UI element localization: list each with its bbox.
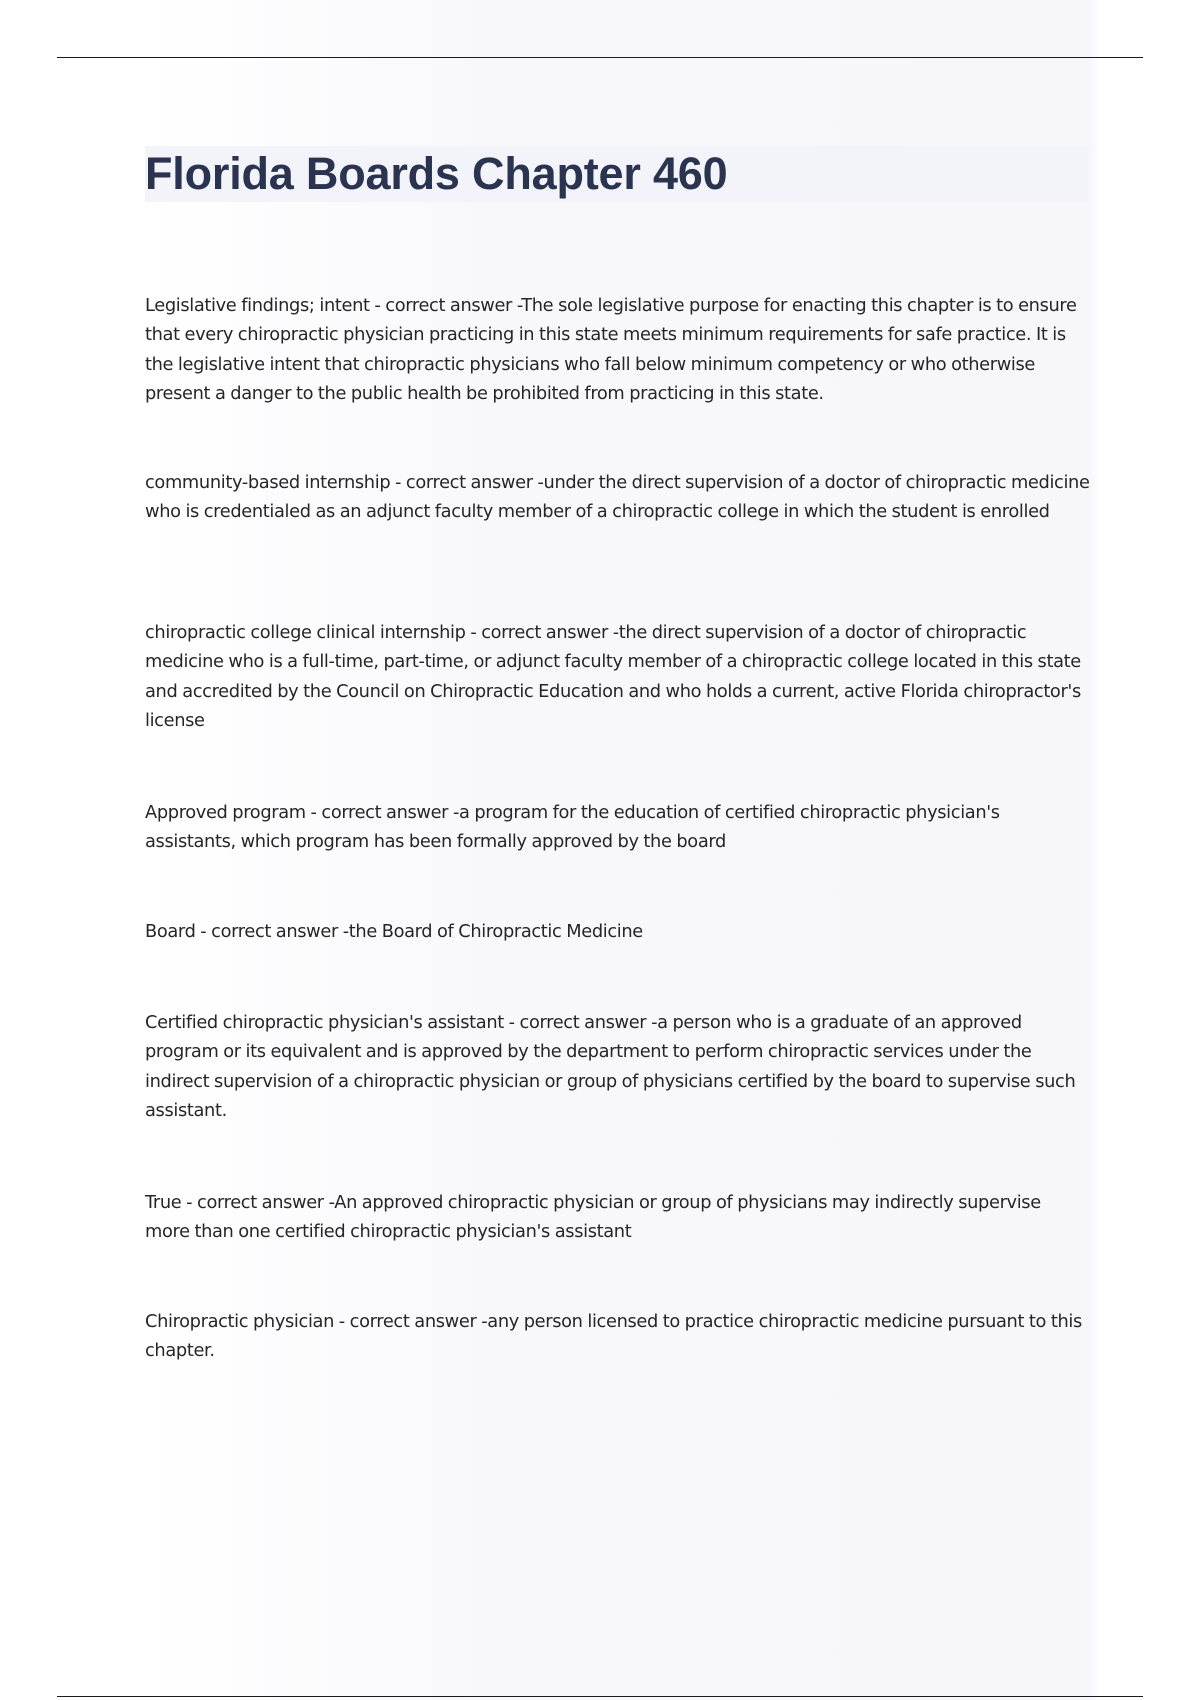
flashcard-entry: community-based internship - correct answer -under the direct supervision of a doctor of chiropractic medicine who is credentialed as an adjunct faculty member of a chiropractic college in which the student is enrolled bbox=[145, 472, 1090, 523]
flashcard-entry: Certified chiropractic physician's assistant - correct answer -a person who is a graduate of an approved program or its equivalent and is approved by the department to perform chiropractic services under the indirect supervision of a chiropractic physician or group of physicians certified by the board to supervise such assistant. bbox=[145, 1012, 1076, 1121]
flashcard-entry: Chiropractic physician - correct answer -any person licensed to practice chiropractic medicine pursuant to this chapter. bbox=[145, 1311, 1082, 1362]
flashcard-entry: chiropractic college clinical internship - correct answer -the direct supervision of a doctor of chiropractic medicine who is a full-time, part-time, or adjunct faculty member of a chiropractic college located in this state and accredited by the Council on Chiropractic Education and who holds a current, active Florida chiropractor's license bbox=[145, 622, 1081, 731]
page-title: Florida Boards Chapter 460 bbox=[145, 148, 728, 199]
flashcard-entry: Approved program - correct answer -a program for the education of certified chiropractic physician's assistants, which program has been formally approved by the board bbox=[145, 802, 1000, 853]
flashcard-entry: Legislative findings; intent - correct answer -The sole legislative purpose for enacting this chapter is to ensure that every chiropractic physician practicing in this state meets minimum requirements for safe practice. It is the legislative intent that chiropractic physicians who fall below minimum competency or who otherwise present a danger to the public health be prohibited from practicing in this state. bbox=[145, 295, 1077, 404]
top-divider bbox=[57, 57, 1143, 58]
flashcard-entry: True - correct answer -An approved chiropractic physician or group of physicians may indirectly supervise more than one certified chiropractic physician's assistant bbox=[145, 1192, 1041, 1243]
bottom-divider bbox=[57, 1696, 1143, 1697]
flashcard-entry: Board - correct answer -the Board of Chiropractic Medicine bbox=[145, 921, 643, 942]
